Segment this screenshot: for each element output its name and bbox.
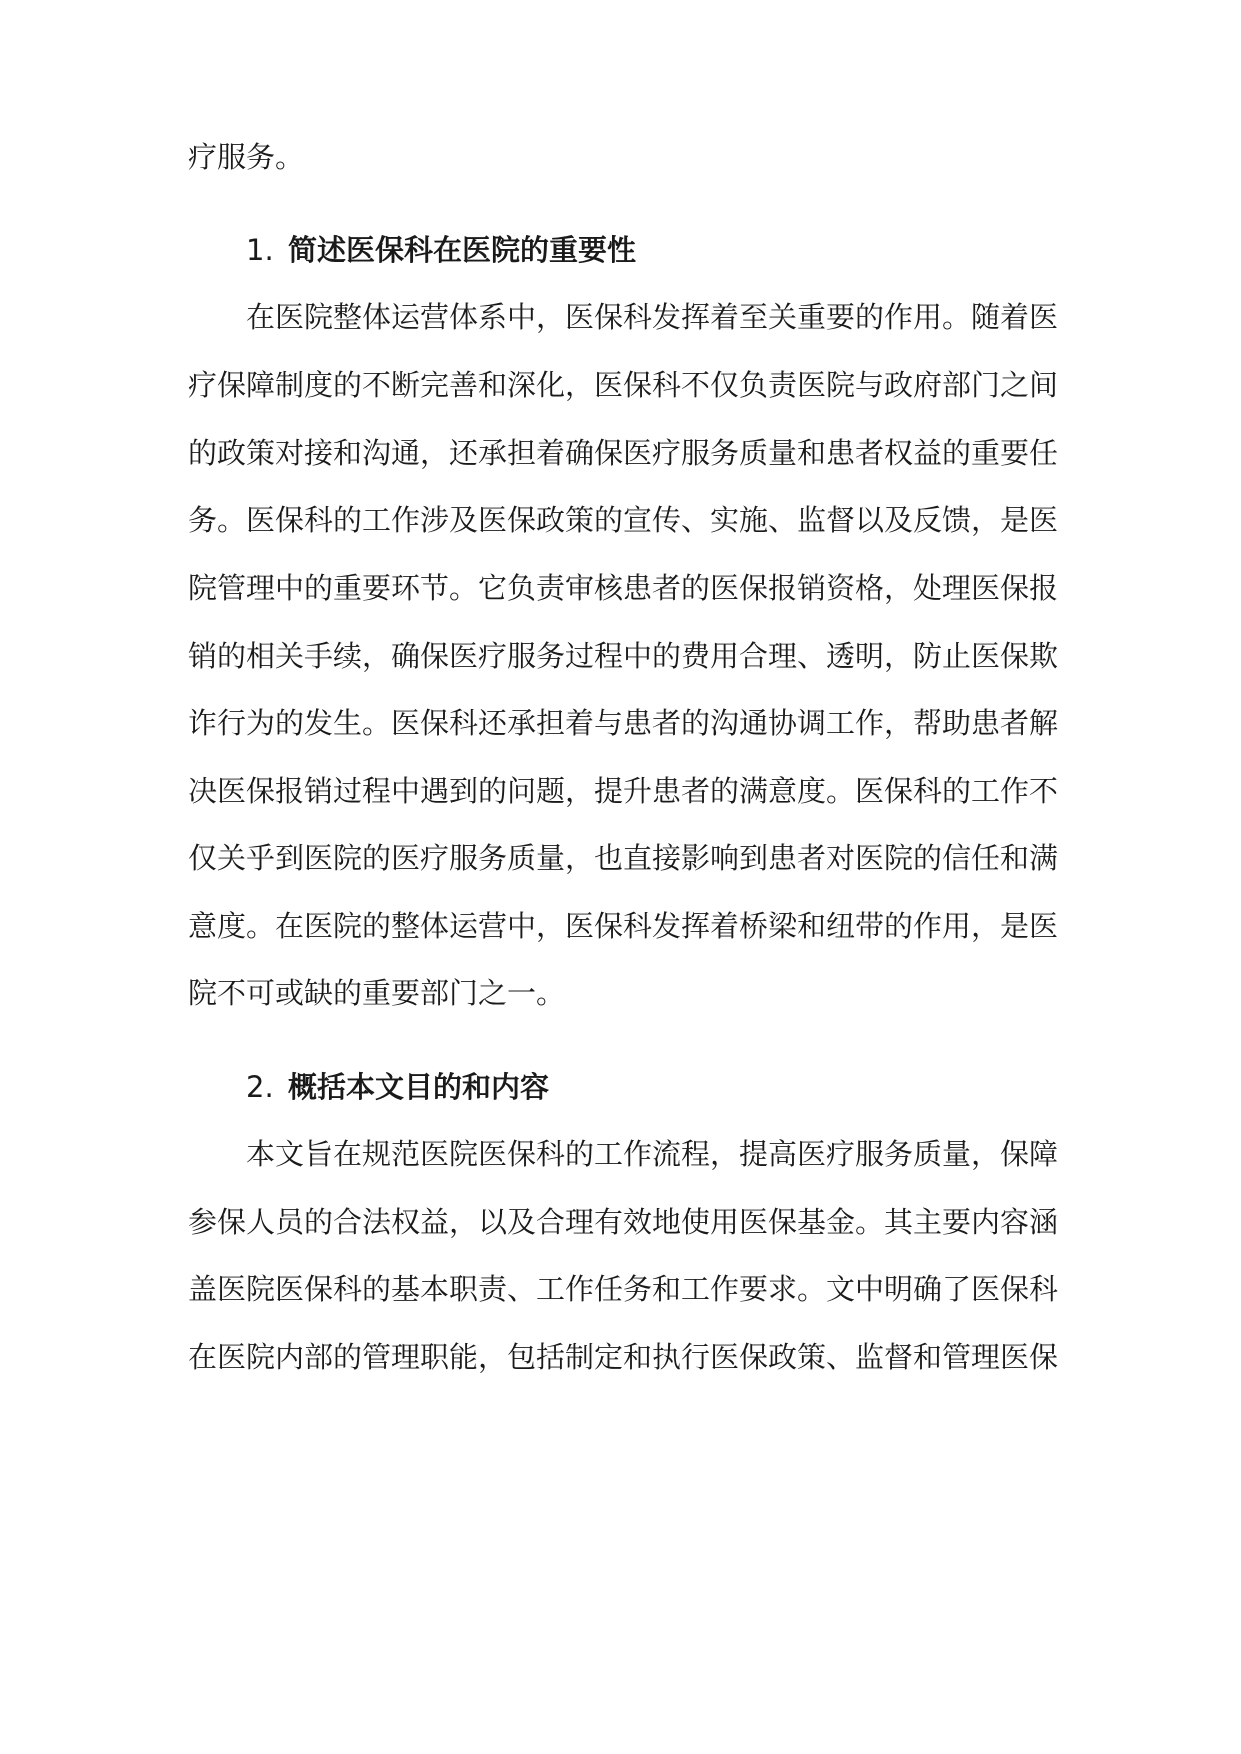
- section-1-number: 1.: [246, 233, 274, 267]
- paragraph-line: 销的相关手续，确保医疗服务过程中的费用合理、透明，防止医保欺: [188, 639, 1058, 673]
- section-2-heading: [246, 1067, 549, 1107]
- section-1-heading: [246, 230, 636, 270]
- section-2-number: 2.: [246, 1070, 274, 1104]
- paragraph-line: 在医院内部的管理职能，包括制定和执行医保政策、监督和管理医保: [188, 1340, 1058, 1374]
- paragraph-line: 本文旨在规范医院医保科的工作流程，提高医疗服务质量，保障: [246, 1137, 1058, 1171]
- paragraph-line: 院不可或缺的重要部门之一。: [188, 976, 566, 1010]
- paragraph-line: 仅关乎到医院的医疗服务质量，也直接影响到患者对医院的信任和满: [188, 841, 1058, 875]
- section-1-title: 简述医保科在医院的重要性: [288, 233, 637, 267]
- paragraph-line: 的政策对接和沟通，还承担着确保医疗服务质量和患者权益的重要任: [188, 436, 1058, 470]
- paragraph-line: 诈行为的发生。医保科还承担着与患者的沟通协调工作，帮助患者解: [188, 706, 1058, 740]
- paragraph-line: 在医院整体运营体系中，医保科发挥着至关重要的作用。随着医: [246, 300, 1058, 334]
- paragraph-line: 疗保障制度的不断完善和深化，医保科不仅负责医院与政府部门之间: [188, 368, 1058, 402]
- paragraph-line: 盖医院医保科的基本职责、工作任务和工作要求。文中明确了医保科: [188, 1272, 1058, 1306]
- paragraph-line: 参保人员的合法权益，以及合理有效地使用医保基金。其主要内容涵: [188, 1205, 1058, 1239]
- paragraph-line: 院管理中的重要环节。它负责审核患者的医保报销资格，处理医保报: [188, 571, 1058, 605]
- continuation-text: 疗服务。: [188, 140, 305, 174]
- paragraph-line: 意度。在医院的整体运营中，医保科发挥着桥梁和纽带的作用，是医: [188, 909, 1058, 943]
- paragraph-line: 决医保报销过程中遇到的问题，提升患者的满意度。医保科的工作不: [188, 774, 1058, 808]
- paragraph-line: 务。医保科的工作涉及医保政策的宣传、实施、监督以及反馈，是医: [188, 503, 1058, 537]
- section-2-title: 概括本文目的和内容: [288, 1070, 550, 1104]
